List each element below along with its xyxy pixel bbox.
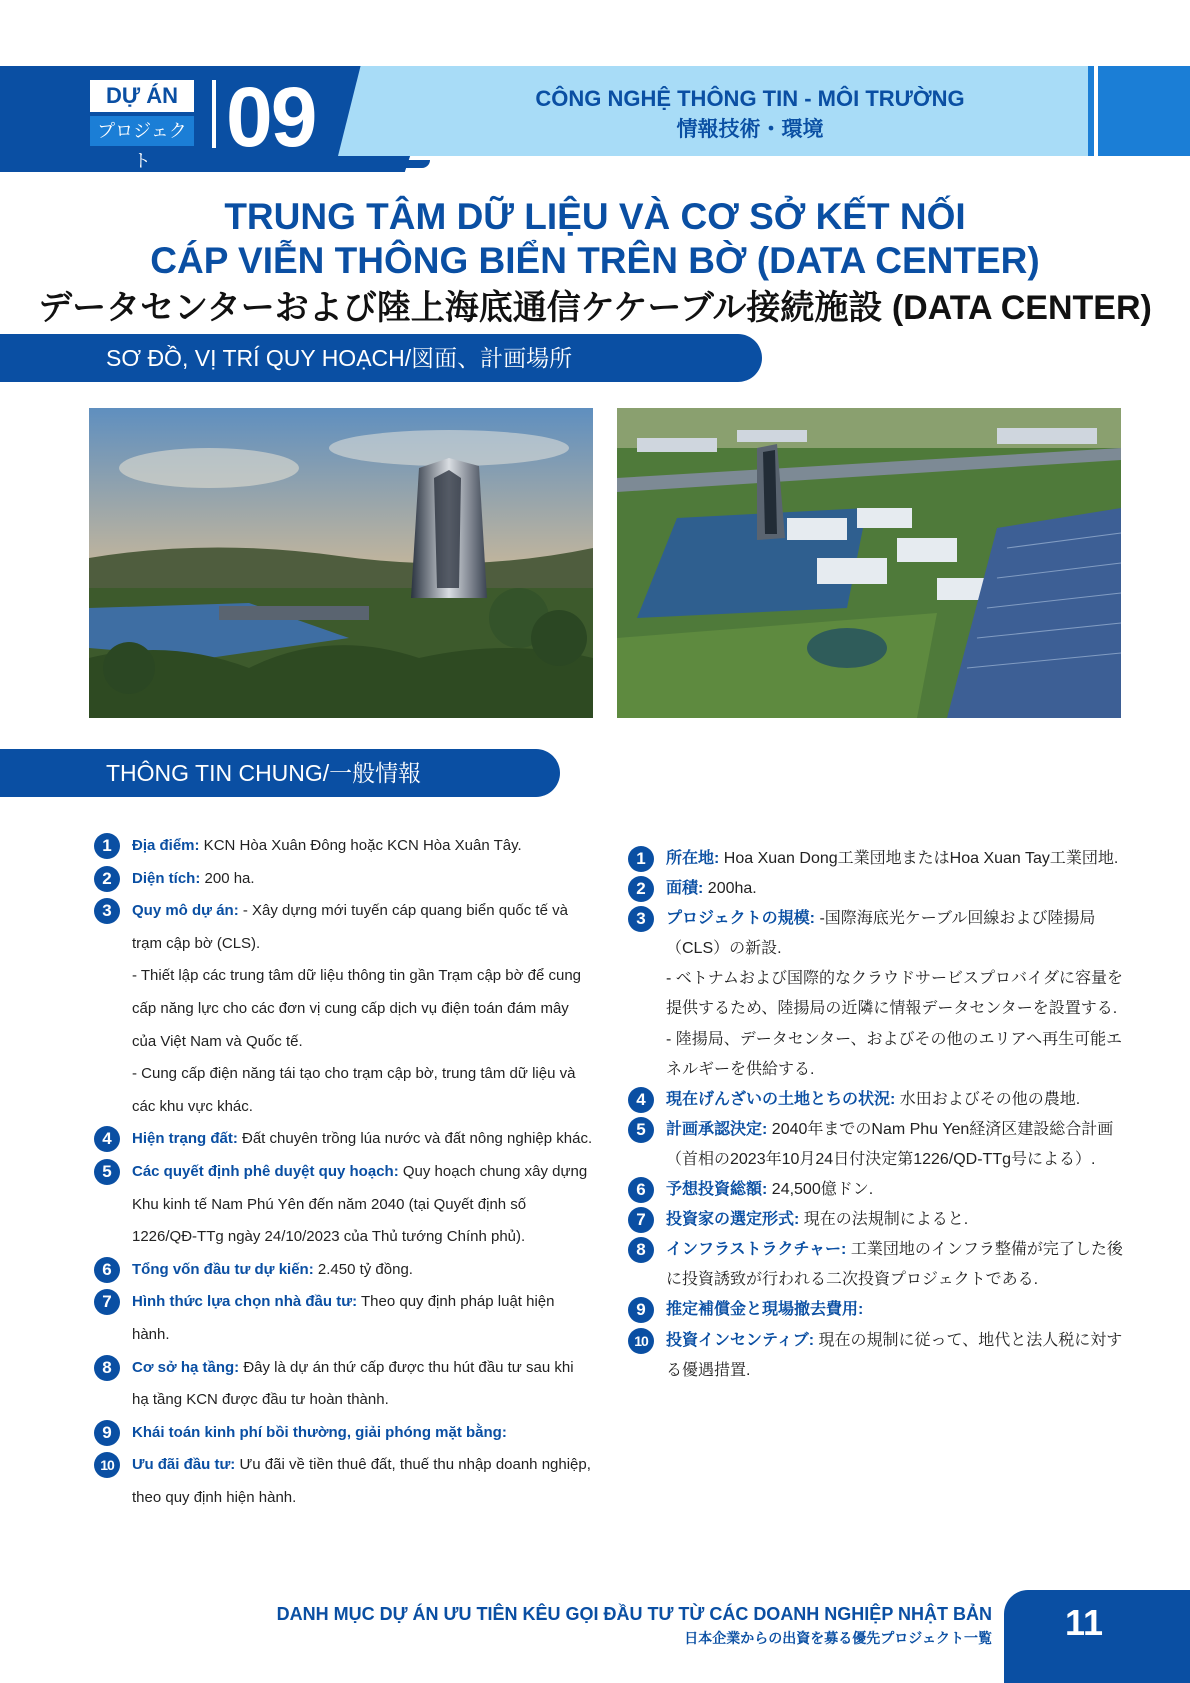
info-item-area-ja: 2 面積: 200ha.: [628, 874, 1124, 904]
render-image-aerial: [617, 408, 1121, 718]
title-ja: データセンターおよび陸上海底通信ケケーブル接続施設 (DATA CENTER): [38, 289, 1152, 327]
item-number: 2: [94, 866, 120, 892]
item-number: 2: [628, 876, 654, 902]
item-number: 6: [628, 1177, 654, 1203]
info-item-location-ja: 1 所在地: Hoa Xuan Dong工業団地またはHoa Xuan Tay工業団地.: [628, 844, 1124, 874]
info-list-vi: [94, 830, 594, 1514]
item-number: 4: [628, 1087, 654, 1113]
item-number: 1: [628, 846, 654, 872]
item-number: 8: [628, 1237, 654, 1263]
item-number: 3: [94, 898, 120, 924]
info-item-investment-ja: 6 予想投資総額: 24,500億ドン.: [628, 1175, 1124, 1205]
item-number: 6: [94, 1257, 120, 1283]
info-item-selection: 7 Hình thức lựa chọn nhà đầu tư: Theo quy định pháp luật hiện hành.: [94, 1286, 594, 1351]
item-number: 9: [94, 1420, 120, 1446]
info-item-area: 2 Diện tích: 200 ha.: [94, 863, 594, 896]
page-number: 11: [1064, 1602, 1104, 1643]
item-number: 9: [628, 1297, 654, 1323]
info-item-compensation: 9 Khái toán kinh phí bồi thường, giải phóng mặt bằng:: [94, 1417, 594, 1450]
item-number: 3: [628, 906, 654, 932]
section-map-header: SƠ ĐỒ, VỊ TRÍ QUY HOẠCH/図面、計画場所: [0, 334, 762, 382]
info-item-compensation-ja: 9 推定補償金と現場撤去費用:: [628, 1295, 1124, 1325]
project-badge-ja: プロジェクト: [90, 116, 194, 146]
info-item-investment: 6 Tổng vốn đầu tư dự kiến: 2.450 tỷ đồng.: [94, 1254, 594, 1287]
info-item-approval-ja: 5 計画承認決定: 2040年までのNam Phu Yen経済区建設総合計画（首相の2023年10月24日付決定第1226/QD-TTg号による）.: [628, 1115, 1124, 1175]
title-vi-line1: TRUNG TÂM DỮ LIỆU VÀ CƠ SỞ KẾT NỐI: [224, 196, 966, 237]
header-underline: [0, 160, 430, 168]
info-item-selection-ja: 7 投資家の選定形式: 現在の法規制によると.: [628, 1205, 1124, 1235]
info-item-scale-ja: 3 プロジェクトの規模: -国際海底光ケーブル回線および陸揚局（CLS）の新設. - ベトナムおよび国際的なクラウドサービスプロバイダに容量を提供するため、陸揚局の近隣に情報データセンターを設置する. - 陸揚局、データセンター、およびその他のエリアへ再生可能エネルギーを供給する.: [628, 904, 1124, 1085]
info-item-land-status: 4 Hiện trạng đất: Đất chuyên trồng lúa nước và đất nông nghiệp khác.: [94, 1123, 594, 1156]
section-info-header: THÔNG TIN CHUNG/一般情報: [0, 749, 560, 797]
info-item-approval: 5 Các quyết định phê duyệt quy hoạch: Quy hoạch chung xây dựng Khu kinh tế Nam Phú Yên đến năm 2040 (tại Quyết định số 1226/QĐ-TTg ngày 24/10/2023 của Thủ tướng Chính phủ).: [94, 1156, 594, 1254]
render-image-tower: [89, 408, 593, 718]
project-number: 09: [226, 70, 316, 164]
info-list-ja: [628, 844, 1124, 1386]
item-number: 5: [628, 1117, 654, 1143]
header-right-block: [1098, 66, 1190, 156]
info-item-incentives-ja: 10 投資インセンティブ: 現在の規制に従って、地代と法人税に対する優遇措置.: [628, 1326, 1124, 1386]
item-number: 4: [94, 1126, 120, 1152]
footer-title-vi: DANH MỤC DỰ ÁN ƯU TIÊN KÊU GỌI ĐẦU TƯ TỪ CÁC DOANH NGHIỆP NHẬT BẢN: [276, 1604, 992, 1624]
item-number: 10: [628, 1328, 654, 1354]
info-item-incentives: 10 Ưu đãi đầu tư: Ưu đãi về tiền thuê đất, thuế thu nhập doanh nghiệp, theo quy định hiện hành.: [94, 1449, 594, 1514]
item-number: 10: [94, 1452, 120, 1478]
item-number: 5: [94, 1159, 120, 1185]
info-item-land-status-ja: 4 現在げんざいの土地とちの状況: 水田およびその他の農地.: [628, 1085, 1124, 1115]
item-number: 7: [94, 1289, 120, 1315]
footer-title-ja: 日本企業からの出資を募る優先プロジェクト一覧: [684, 1630, 992, 1646]
info-item-infrastructure-ja: 8 インフラストラクチャー: 工業団地のインフラ整備が完了した後に投資誘致が行われる二次投資プロジェクトである.: [628, 1235, 1124, 1295]
info-item-infrastructure: 8 Cơ sở hạ tầng: Đây là dự án thứ cấp được thu hút đầu tư sau khi hạ tầng KCN được đầu tư hoàn thành.: [94, 1352, 594, 1417]
item-number: 8: [94, 1355, 120, 1381]
field-title-vi: CÔNG NGHỆ THÔNG TIN - MÔI TRƯỜNG: [535, 86, 965, 111]
item-number: 1: [94, 833, 120, 859]
title-vi-line2: CÁP VIỄN THÔNG BIỂN TRÊN BỜ (DATA CENTER): [150, 240, 1040, 281]
header-stripe: [1088, 66, 1094, 156]
badge-divider: [212, 80, 216, 148]
project-badge-vi: DỰ ÁN: [90, 80, 194, 112]
item-number: 7: [628, 1207, 654, 1233]
info-item-location: 1 Địa điểm: KCN Hòa Xuân Đông hoặc KCN Hòa Xuân Tây.: [94, 830, 594, 863]
info-item-scale: 3 Quy mô dự án: - Xây dựng mới tuyến cáp quang biển quốc tế và trạm cập bờ (CLS). - Thiết lập các trung tâm dữ liệu thông tin gần Trạm cập bờ để cung cấp năng lực cho các đơn vị cung cấp dịch vụ điện toán đám mây của Việt Nam và Quốc tế. - Cung cấp điện năng tái tạo cho trạm cập bờ, trung tâm dữ liệu và các khu vực khác.: [94, 895, 594, 1123]
field-title-ja: 情報技術・環境: [676, 118, 824, 141]
